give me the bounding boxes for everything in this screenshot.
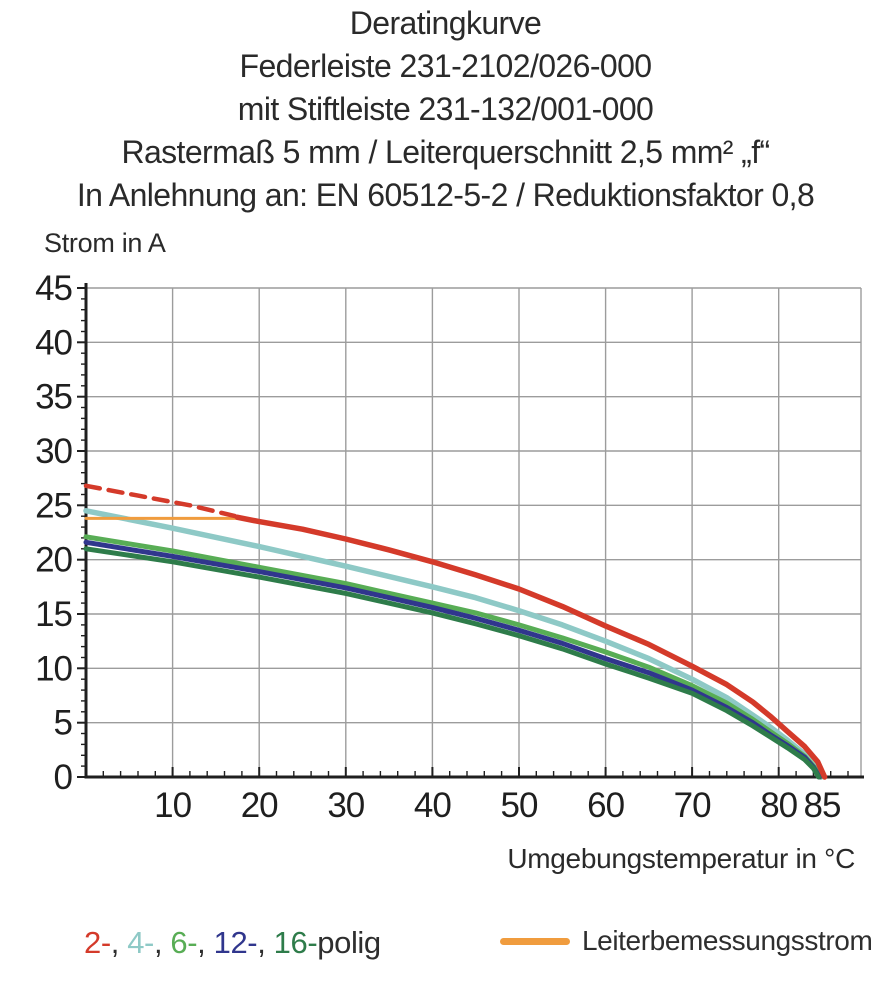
svg-text:30: 30	[327, 786, 365, 825]
title-line-5: In Anlehnung an: EN 60512-5-2 / Reduktionsfaktor 0,8	[76, 177, 815, 213]
svg-text:60: 60	[587, 786, 625, 825]
title-line-3: mit Stiftleiste 231-132/001-000	[237, 91, 654, 127]
title-line-4: Rastermaß 5 mm / Leiterquerschnitt 2,5 mm² „f“	[121, 134, 770, 170]
svg-text:20: 20	[240, 786, 278, 825]
legend-entry-2-polig: 2-	[84, 925, 111, 960]
legend-entry-6-polig: 6-	[170, 925, 198, 960]
svg-text:25: 25	[35, 486, 72, 526]
svg-text:5: 5	[53, 703, 72, 743]
poles-legend	[84, 925, 381, 961]
series-12-polig	[86, 542, 819, 777]
legend-suffix: polig	[317, 925, 381, 960]
svg-text:15: 15	[35, 595, 72, 634]
series-6-polig	[86, 537, 820, 777]
svg-text:85: 85	[803, 786, 841, 825]
legend-separator: ,	[110, 925, 128, 960]
legend-separator: ,	[153, 925, 171, 960]
series-4-polig	[86, 511, 821, 777]
x-axis-label: Umgebungstemperatur in °C	[507, 843, 855, 874]
svg-text:80: 80	[760, 786, 798, 825]
svg-text:40: 40	[413, 786, 451, 825]
legend-entry-4-polig: 4-	[127, 925, 154, 960]
svg-text:0: 0	[53, 758, 72, 797]
svg-text:30: 30	[35, 432, 72, 471]
legend-row	[0, 925, 891, 975]
svg-text:50: 50	[500, 786, 538, 825]
y-axis-label: Strom in A	[44, 228, 166, 258]
svg-text:20: 20	[35, 540, 72, 580]
legend-entry-12-polig: 12-	[213, 925, 258, 960]
series-2-polig-gestrichelt	[86, 486, 238, 517]
series-2-polig	[238, 517, 825, 777]
svg-text:45: 45	[35, 269, 72, 308]
title-block	[0, 2, 891, 217]
title-line-2: Federleiste 231-2102/026-000	[239, 48, 652, 84]
rated-current-label: Leiterbemessungsstrom	[582, 925, 873, 956]
svg-text:70: 70	[673, 786, 711, 825]
rated-current-swatch	[500, 938, 570, 945]
derating-chart	[0, 228, 891, 888]
title-line-1: Deratingkurve	[349, 5, 542, 41]
svg-text:40: 40	[35, 323, 72, 363]
legend-separator: ,	[257, 925, 274, 960]
legend-entry-16-polig: 16-	[273, 925, 318, 960]
series-16-polig	[86, 549, 819, 777]
svg-text:10: 10	[154, 786, 192, 825]
svg-text:10: 10	[35, 649, 72, 689]
rated-current-legend	[500, 925, 872, 957]
legend-separator: ,	[197, 925, 214, 960]
svg-text:35: 35	[35, 377, 72, 417]
